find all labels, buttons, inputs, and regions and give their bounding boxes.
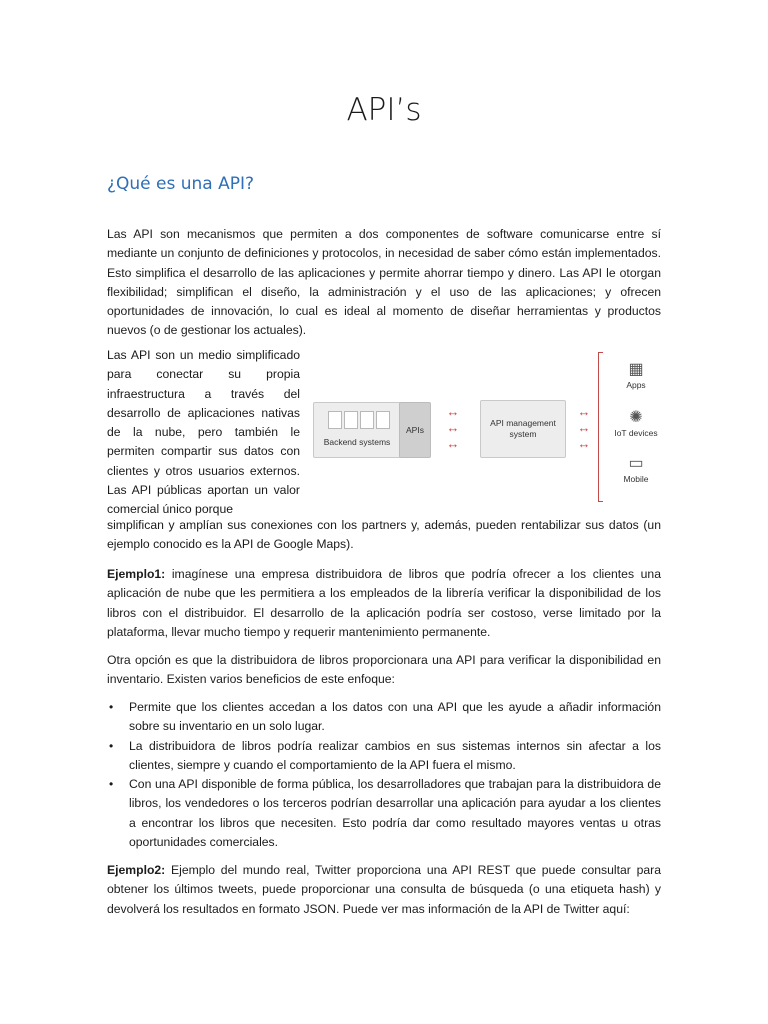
bullet-icon: • xyxy=(109,777,114,792)
backend-systems-box xyxy=(313,402,401,458)
mobile-icon: ▭ xyxy=(628,455,644,472)
arrow-icon: ↔ xyxy=(446,436,460,451)
list-item xyxy=(107,737,661,776)
document-title: API’s xyxy=(346,92,422,128)
client-mobile xyxy=(606,454,666,484)
benefits-list xyxy=(107,698,661,852)
client-label: Apps xyxy=(626,380,646,390)
example1-label: Ejemplo1: xyxy=(107,567,166,581)
alternative-paragraph: Otra opción es que la distribuidora de libros proporcionara una API para verificar la disponibilidad en inventario. Existen varios beneficios de este enfoque: xyxy=(107,653,661,687)
client-label: IoT devices xyxy=(614,428,658,438)
bullet-icon: • xyxy=(109,700,114,714)
single-arrows-right xyxy=(574,404,594,452)
bullet-icon: • xyxy=(109,738,114,753)
example2-paragraph xyxy=(107,861,661,919)
server-rack-icon xyxy=(328,411,390,429)
list-item-text: Con una API disponible de forma pública, los desarrolladores que trabajan para la distribuidora de libros, los vendedores o los terceros podrían desarrollar una aplicación para ayudar a los clientes a encontrar los libros que necesiten. Esto podría dar como resultado mayores ventas u otras oportunidades comerciales. xyxy=(129,777,661,850)
list-item xyxy=(107,698,661,737)
arrow-icon: ↔ xyxy=(577,404,591,419)
example2-label: Ejemplo2: xyxy=(107,863,166,877)
double-arrows-left xyxy=(440,404,466,452)
arrow-icon: ↔ xyxy=(446,420,460,435)
backend-systems-label: Backend systems xyxy=(323,437,391,447)
apps-icon: ▦ xyxy=(628,361,644,378)
example1-paragraph xyxy=(107,565,661,642)
client-bracket xyxy=(598,352,603,502)
list-item xyxy=(107,775,661,852)
example2-text: Ejemplo del mundo real, Twitter proporciona una API REST que puede consultar para obtener los últimos tweets, puede proporcionar una consulta de búsqueda (o una etiqueta hash) y devolverá los resultados en formato JSON. Puede ver mas información de la API de Twitter aquí: xyxy=(107,863,661,916)
wrapped-paragraph-start: Las API son un medio simplificado para conectar su propia infraestructura a través del desarrollo de aplicaciones nativas de la nube, pero también le permiten compartir sus datos con clientes y otros usuarios externos. Las API públicas aportan un valor comercial único porque xyxy=(107,348,300,517)
arrow-icon: ↔ xyxy=(577,420,591,435)
api-management-box: API management system xyxy=(480,400,566,458)
intro-paragraph: Las API son mecanismos que permiten a dos componentes de software comunicarse entre sí mediante un conjunto de definiciones y protocolos, in necesidad de saber cómo están implementados. Esto simplifica el desarrollo de las aplicaciones y permite ahorrar tiempo y dinero. Las API le otorgan flexibilidad; simplifican el diseño, la administración y el uso de las aplicaciones; y ofrecen oportunidades de innovación, lo cual es ideal al momento de diseñar herramientas y productos nuevos (o de gestionar los actuales). xyxy=(107,227,661,338)
apis-box: APIs xyxy=(399,402,431,458)
list-item-text: La distribuidora de libros podría realizar cambios en sus sistemas internos sin afectar a los clientes, siempre y cuando el comportamiento de la API fuera el mismo. xyxy=(129,738,661,772)
client-label: Mobile xyxy=(623,474,649,484)
arrow-icon: ↔ xyxy=(577,436,591,451)
example1-text: imagínese una empresa distribuidora de libros que podría ofrecer a los clientes una aplicación de nube que les permitiera a los empleados de la librería verificar la disponibilidad de los libros con el distribuidor. El desarrollo de la aplicación podría ser costoso, verse limitado por la plataforma, llevar mucho tiempo y requerir mantenimiento permanente. xyxy=(107,567,661,639)
client-iot xyxy=(606,408,666,438)
wrapped-paragraph-end: simplifican y amplían sus conexiones con los partners y, además, pueden rentabilizar sus datos (un ejemplo conocido es la API de Google Maps). xyxy=(107,518,661,552)
list-item-text: Permite que los clientes accedan a los datos con una API que les ayude a añadir información sobre su inventario en un solo lugar. xyxy=(129,700,661,734)
arrow-icon: ↔ xyxy=(446,404,460,419)
iot-icon: ✺ xyxy=(629,409,643,426)
api-architecture-diagram xyxy=(310,350,670,504)
section-heading: ¿Qué es una API? xyxy=(107,174,255,194)
client-apps xyxy=(606,360,666,390)
